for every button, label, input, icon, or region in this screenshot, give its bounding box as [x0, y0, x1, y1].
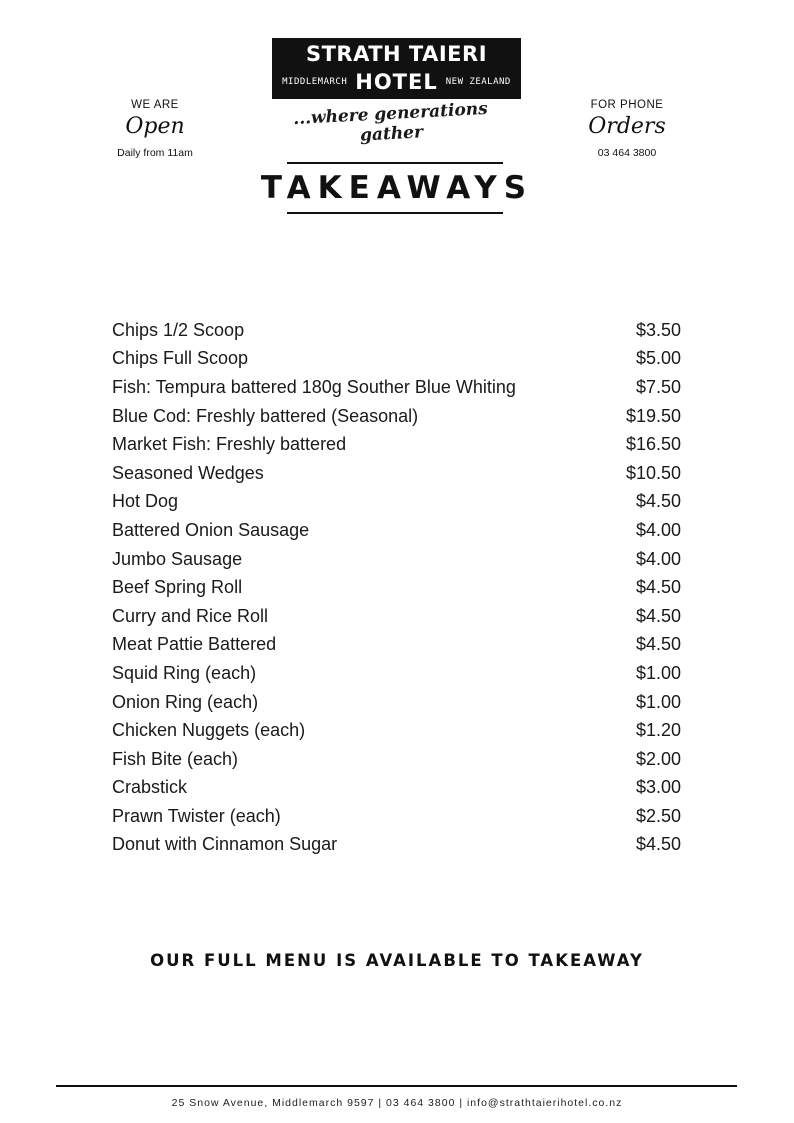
menu-item [111, 430, 681, 459]
menu-item-name: Meat Pattie Battered [112, 634, 277, 655]
menu-item-name: Blue Cod: Freshly battered (Seasonal) [112, 405, 419, 426]
menu-item-name: Prawn Twister (each) [112, 805, 281, 826]
footer-divider [56, 1085, 737, 1087]
open-label: WE ARE [131, 99, 179, 111]
menu-item-name: Chips Full Scoop [112, 348, 249, 369]
menu-item-name: Squid Ring (each) [112, 662, 257, 683]
menu-item-name: Onion Ring (each) [112, 691, 259, 712]
phone-label: FOR PHONE [590, 99, 664, 111]
title-rule-bottom [287, 212, 503, 214]
menu-item-name: Fish Bite (each) [112, 748, 239, 769]
menu-item [111, 602, 681, 631]
menu-item-price: $4.50 [635, 491, 681, 512]
phone-number: 03 464 3800 [597, 147, 657, 159]
menu-item [111, 688, 681, 717]
logo-title: STRATH TAIERI [305, 42, 488, 66]
menu-item-price: $4.00 [635, 548, 681, 569]
menu-item-price: $2.00 [635, 748, 681, 769]
menu-item-price: $2.50 [635, 805, 681, 826]
menu-item-price: $1.20 [635, 720, 681, 741]
menu-item-price: $3.00 [635, 777, 681, 798]
page-title: TAKEAWAYS [260, 170, 534, 206]
menu-item [111, 659, 681, 688]
open-hours: Daily from 11am [117, 147, 193, 159]
menu-item [111, 373, 681, 402]
menu-item-price: $1.00 [635, 662, 681, 683]
menu-item-name: Market Fish: Freshly battered [112, 434, 347, 455]
logo-location-right: NEW ZEALAND [445, 77, 511, 87]
menu-item [111, 631, 681, 660]
menu-item-name: Chicken Nuggets (each) [112, 720, 306, 741]
full-menu-note: OUR FULL MENU IS AVAILABLE TO TAKEAWAY [150, 951, 644, 970]
menu-item [111, 459, 681, 488]
phone-orders-block [572, 99, 682, 159]
menu-item [111, 488, 681, 517]
logo-location-left: MIDDLEMARCH [282, 77, 348, 87]
menu-item-price: $10.50 [625, 462, 681, 483]
orders-script: Orders [588, 114, 666, 139]
menu-item-name: Donut with Cinnamon Sugar [112, 834, 338, 855]
menu-item-price: $4.00 [635, 519, 681, 540]
menu-item [111, 745, 681, 774]
menu-item-name: Crabstick [112, 777, 188, 798]
menu-item-price: $4.50 [635, 834, 681, 855]
takeaway-menu-list [111, 316, 681, 859]
menu-item-name: Beef Spring Roll [112, 577, 243, 598]
menu-item-price: $4.50 [635, 577, 681, 598]
menu-item-price: $19.50 [625, 405, 681, 426]
menu-item-price: $4.50 [635, 634, 681, 655]
menu-item [111, 316, 681, 345]
menu-item [111, 831, 681, 860]
menu-item-price: $5.00 [635, 348, 681, 369]
logo-tagline: ...where generations gather [292, 98, 489, 146]
menu-item-price: $3.50 [635, 319, 681, 340]
menu-item-name: Seasoned Wedges [112, 462, 264, 483]
open-hours-block [100, 99, 210, 159]
menu-item [111, 774, 681, 803]
menu-item-name: Chips 1/2 Scoop [112, 319, 245, 340]
menu-item-price: $1.00 [635, 691, 681, 712]
menu-item-name: Battered Onion Sausage [112, 519, 310, 540]
menu-item [111, 402, 681, 431]
hotel-logo [272, 38, 521, 99]
logo-subline [272, 70, 521, 94]
menu-item-price: $16.50 [625, 434, 681, 455]
menu-item [111, 516, 681, 545]
menu-item-price: $4.50 [635, 605, 681, 626]
menu-item-name: Fish: Tempura battered 180g Souther Blue Whiting [112, 376, 516, 397]
menu-item [111, 573, 681, 602]
menu-item-name: Jumbo Sausage [112, 548, 243, 569]
footer-contact: 25 Snow Avenue, Middlemarch 9597 | 03 464 3800 | info@strathtaierihotel.co.nz [171, 1097, 623, 1109]
open-script: Open [125, 114, 185, 139]
menu-item-price: $7.50 [635, 376, 681, 397]
title-rule-top [287, 162, 503, 164]
menu-item-name: Curry and Rice Roll [112, 605, 269, 626]
menu-item [111, 716, 681, 745]
menu-item-name: Hot Dog [112, 491, 179, 512]
logo-hotel-word: HOTEL [355, 70, 438, 94]
menu-item [111, 345, 681, 374]
menu-item [111, 545, 681, 574]
menu-item [111, 802, 681, 831]
